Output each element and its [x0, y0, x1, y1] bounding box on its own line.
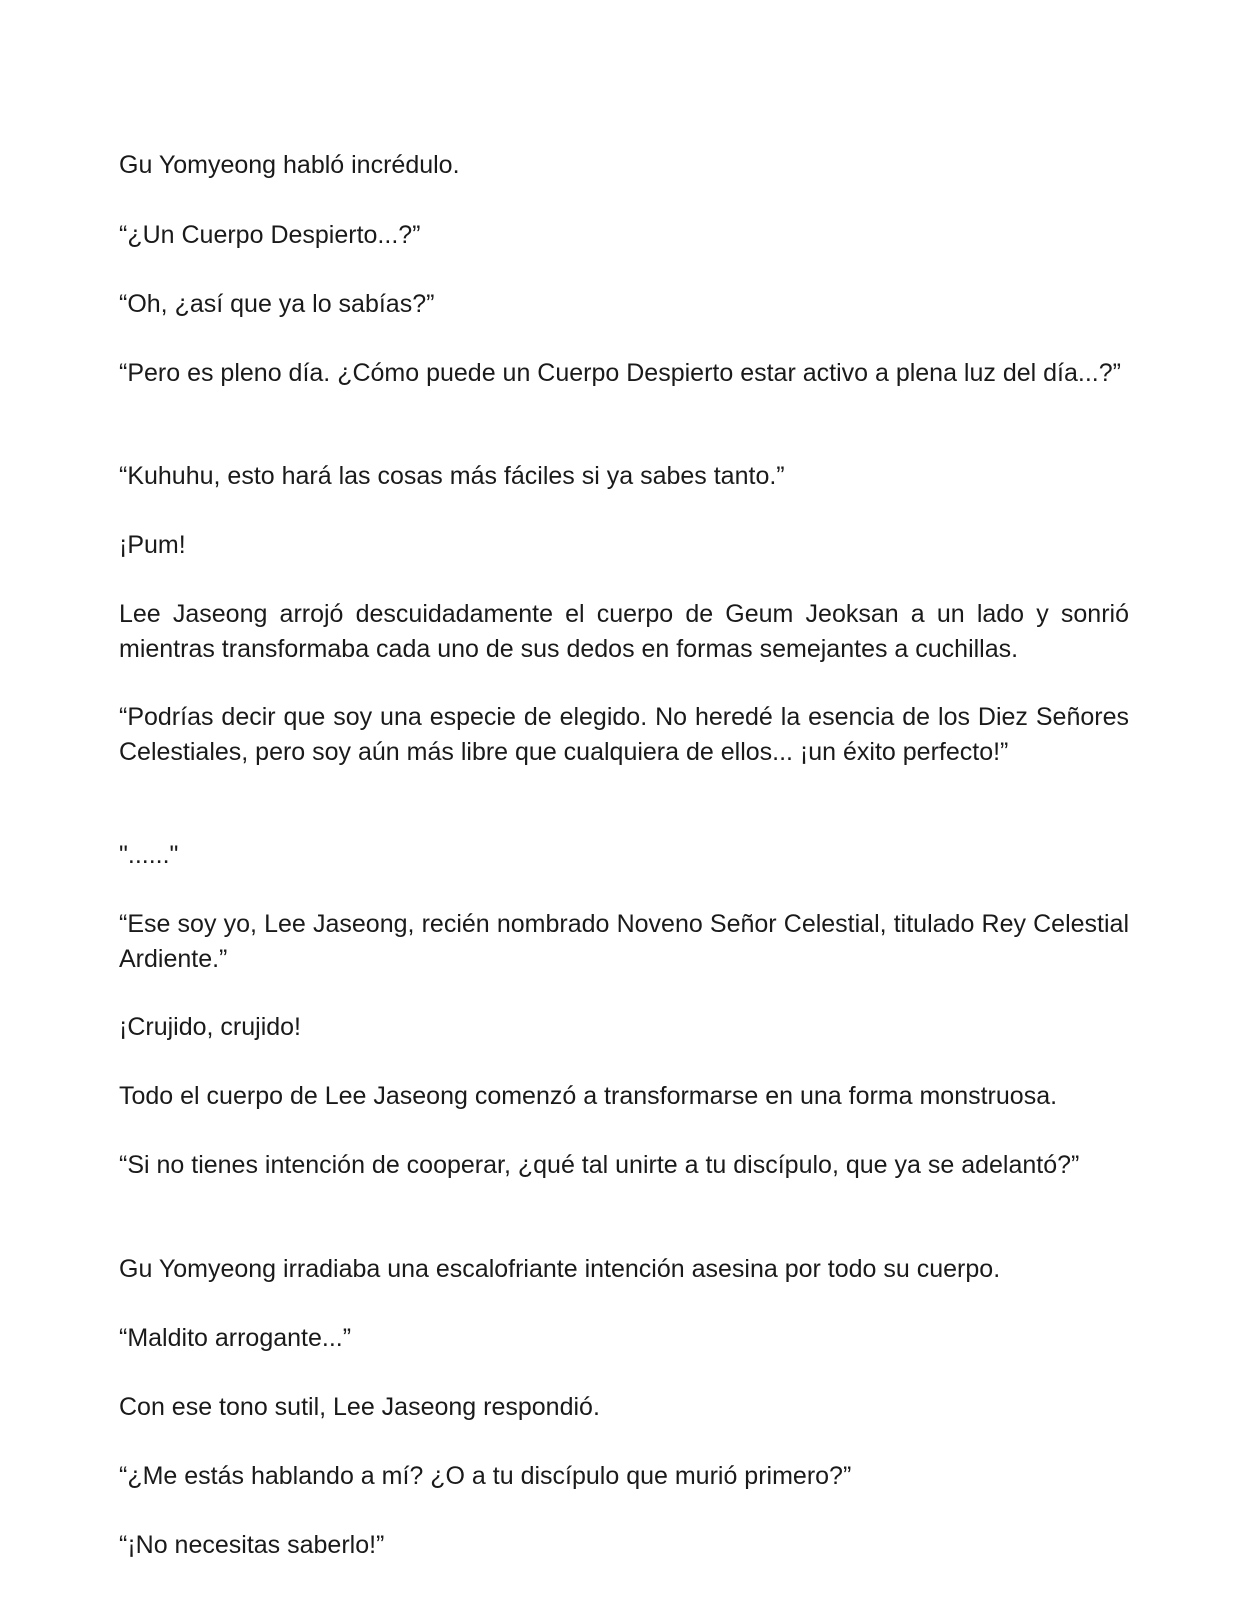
- paragraph-dialogue: “¿Me estás hablando a mí? ¿O a tu discípulo que murió primero?”: [119, 1462, 852, 1490]
- paragraph-dialogue: “Pero es pleno día. ¿Cómo puede un Cuerpo Despierto estar activo a plena luz del día...?”: [119, 359, 1121, 387]
- paragraph-sound-effect: ¡Pum!: [119, 531, 186, 559]
- paragraph-dialogue: “Oh, ¿así que ya lo sabías?”: [119, 290, 435, 318]
- paragraph-dialogue: “Maldito arrogante...”: [119, 1324, 352, 1352]
- paragraph-dialogue: “¡No necesitas saberlo!”: [119, 1531, 385, 1559]
- paragraph-narration: Gu Yomyeong irradiaba una escalofriante intención asesina por todo su cuerpo.: [119, 1255, 1001, 1283]
- paragraph-dialogue: “Ese soy yo, Lee Jaseong, recién nombrado Noveno Señor Celestial, titulado Rey Celestial Ardiente.”: [119, 910, 1129, 973]
- paragraph-narration: Gu Yomyeong habló incrédulo.: [119, 151, 460, 179]
- paragraph-sound-effect: ¡Crujido, crujido!: [119, 1013, 302, 1041]
- paragraph-dialogue: “Podrías decir que soy una especie de elegido. No heredé la esencia de los Diez Señores Celestiales, pero soy aún más libre que cualquiera de ellos... ¡un éxito perfecto!”: [119, 703, 1129, 766]
- paragraph-narration: Lee Jaseong arrojó descuidadamente el cuerpo de Geum Jeoksan a un lado y sonrió mientras transformaba cada uno de sus dedos en formas semejantes a cuchillas.: [119, 600, 1129, 663]
- paragraph-dialogue: “Kuhuhu, esto hará las cosas más fáciles si ya sabes tanto.”: [119, 462, 785, 490]
- paragraph-narration: Con ese tono sutil, Lee Jaseong respondió.: [119, 1393, 600, 1421]
- paragraph-dialogue: "......": [119, 841, 179, 869]
- paragraph-dialogue: “Si no tienes intención de cooperar, ¿qué tal unirte a tu discípulo, que ya se adelantó?”: [119, 1151, 1080, 1179]
- paragraph-narration: Todo el cuerpo de Lee Jaseong comenzó a transformarse en una forma monstruosa.: [119, 1082, 1058, 1110]
- paragraph-dialogue: “¿Un Cuerpo Despierto...?”: [119, 221, 421, 249]
